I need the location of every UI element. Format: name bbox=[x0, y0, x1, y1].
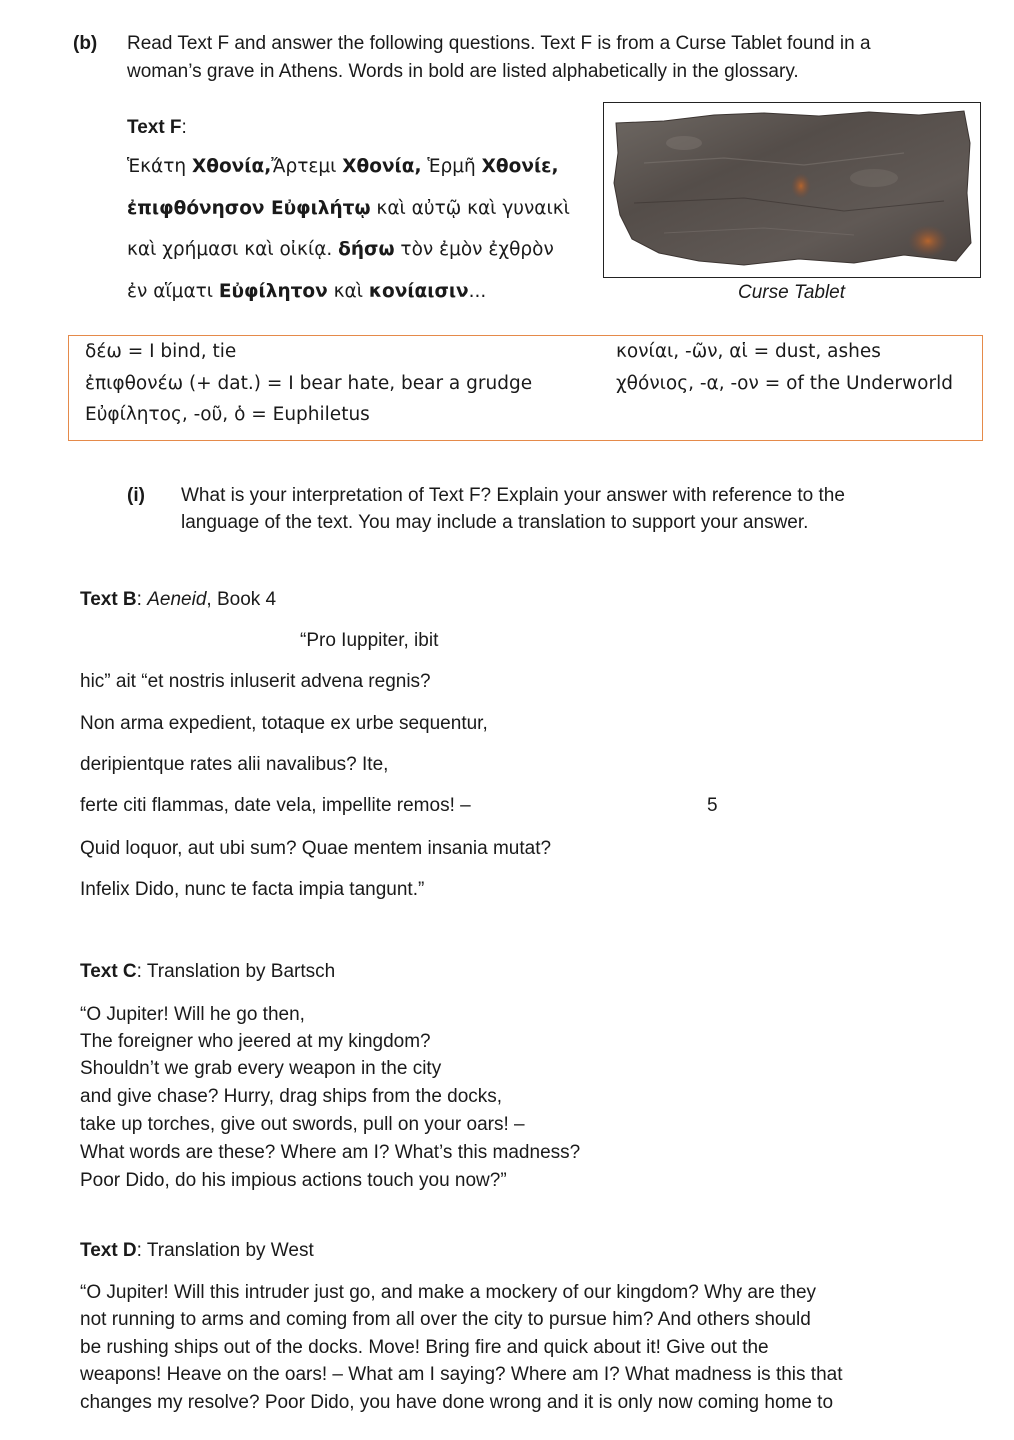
text-b-heading bbox=[80, 589, 276, 611]
text-b-line-4: deripientque rates alii navalibus? Ite, bbox=[80, 754, 389, 775]
text-d-heading bbox=[80, 1240, 314, 1262]
text-c-heading-bold: Text C bbox=[80, 961, 137, 982]
greek-text-segment: καὶ bbox=[327, 281, 369, 302]
text-f-greek-line-3 bbox=[127, 239, 554, 260]
glossary-bold-word: Εὐφίλητον bbox=[218, 281, 328, 302]
text-b-heading-work: Aeneid bbox=[147, 589, 207, 610]
greek-text-segment: Ἄρτεμι bbox=[271, 156, 343, 177]
glossary-bold-word: ἐπιφθόνησον Εὐφιλήτῳ bbox=[127, 198, 371, 219]
text-d-line-2: not running to arms and coming from all over the city to pursue him? And others should bbox=[80, 1309, 811, 1330]
curse-tablet-photo bbox=[604, 103, 979, 276]
text-b-line-5: ferte citi flammas, date vela, impellite remos! – bbox=[80, 795, 471, 816]
greek-text-segment: Ἑκάτη bbox=[127, 156, 192, 177]
text-c-line-1: “O Jupiter! Will he go then, bbox=[80, 1004, 305, 1025]
question-b-line-1: Read Text F and answer the following questions. Text F is from a Curse Tablet found in a bbox=[127, 33, 871, 54]
text-c-line-2: The foreigner who jeered at my kingdom? bbox=[80, 1031, 431, 1052]
text-c-line-5: take up torches, give out swords, pull on your oars! – bbox=[80, 1114, 525, 1135]
text-b-line-number: 5 bbox=[707, 795, 718, 816]
text-f-heading-bold: Text F bbox=[127, 117, 182, 138]
text-b-line-7: Infelix Dido, nunc te facta impia tangunt.” bbox=[80, 879, 425, 900]
text-c-heading bbox=[80, 961, 335, 983]
glossary-entry-euphiletos: Εὐφίλητος, -οῦ, ὁ = Euphiletus bbox=[85, 404, 370, 425]
glossary-entry-koniai: κονίαι, -ῶν, αἱ = dust, ashes bbox=[616, 341, 881, 362]
greek-text-segment: ἐν αἵματι bbox=[127, 281, 219, 302]
greek-text-segment: καὶ αὐτῷ καὶ γυναικὶ bbox=[370, 198, 570, 219]
glossary-bold-word: Χθονίε, bbox=[481, 156, 559, 177]
glossary-bold-word: Χθονία, bbox=[342, 156, 422, 177]
greek-text-segment: καὶ χρήμασι καὶ οἰκίᾳ. bbox=[127, 239, 339, 260]
text-c-line-3: Shouldn’t we grab every weapon in the city bbox=[80, 1058, 442, 1079]
text-d-heading-rest: : Translation by West bbox=[136, 1240, 314, 1261]
glossary-bold-word: κονίαισιν bbox=[368, 281, 469, 302]
text-c-line-4: and give chase? Hurry, drag ships from the docks, bbox=[80, 1086, 503, 1107]
text-b-line-6: Quid loquor, aut ubi sum? Quae mentem insania mutat? bbox=[80, 838, 552, 859]
text-d-line-4: weapons! Heave on the oars! – What am I saying? Where am I? What madness is this that bbox=[80, 1364, 843, 1385]
curse-tablet-image bbox=[603, 102, 981, 278]
text-d-line-5: changes my resolve? Poor Dido, you have done wrong and it is only now coming home to bbox=[80, 1392, 834, 1413]
text-f-greek-line-2 bbox=[127, 198, 570, 219]
text-c-heading-rest: : Translation by Bartsch bbox=[136, 961, 336, 982]
text-f-greek-line-4 bbox=[127, 281, 486, 302]
text-b-heading-rest: , Book 4 bbox=[206, 589, 277, 610]
text-b-line-2: hic” ait “et nostris inluserit advena regnis? bbox=[80, 671, 431, 692]
text-b-heading-bold: Text B bbox=[80, 589, 137, 610]
question-i-line-1: What is your interpretation of Text F? Explain your answer with reference to the bbox=[181, 485, 845, 506]
greek-text-segment: τὸν ἐμὸν ἐχθρὸν bbox=[394, 239, 554, 260]
text-c-line-6: What words are these? Where am I? What’s this madness? bbox=[80, 1142, 581, 1163]
glossary-bold-word: Χθονία, bbox=[192, 156, 272, 177]
question-i-line-2: language of the text. You may include a translation to support your answer. bbox=[181, 512, 809, 533]
text-b-heading-colon: : bbox=[136, 589, 148, 610]
text-c-line-7: Poor Dido, do his impious actions touch you now?” bbox=[80, 1170, 507, 1191]
glossary-entry-chthonios: χθόνιος, -α, -ον = of the Underworld bbox=[616, 373, 953, 394]
glossary-entry-deo: δέω = I bind, tie bbox=[85, 341, 237, 362]
greek-text-segment: ... bbox=[468, 281, 487, 302]
text-b-line-1: “Pro Iuppiter, ibit bbox=[300, 630, 439, 651]
text-b-line-3: Non arma expedient, totaque ex urbe sequentur, bbox=[80, 713, 488, 734]
text-d-line-3: be rushing ships out of the docks. Move! Bring fire and quick about it! Give out the bbox=[80, 1337, 769, 1358]
image-caption: Curse Tablet bbox=[738, 282, 846, 303]
greek-text-segment: Ἑρμῆ bbox=[421, 156, 482, 177]
text-f-greek-line-1 bbox=[127, 156, 558, 177]
text-f-heading bbox=[127, 117, 187, 139]
question-b-label: (b) bbox=[73, 33, 98, 54]
glossary-entry-epiphthoneo: ἐπιφθονέω (+ dat.) = I bear hate, bear a grudge bbox=[85, 373, 533, 394]
text-d-heading-bold: Text D bbox=[80, 1240, 137, 1261]
question-i-label: (i) bbox=[127, 485, 145, 506]
glossary-bold-word: δήσω bbox=[338, 239, 395, 260]
text-f-heading-colon: : bbox=[181, 117, 187, 138]
text-d-line-1: “O Jupiter! Will this intruder just go, and make a mockery of our kingdom? Why are they bbox=[80, 1282, 817, 1303]
question-b-line-2: woman’s grave in Athens. Words in bold are listed alphabetically in the glossary. bbox=[127, 61, 799, 82]
